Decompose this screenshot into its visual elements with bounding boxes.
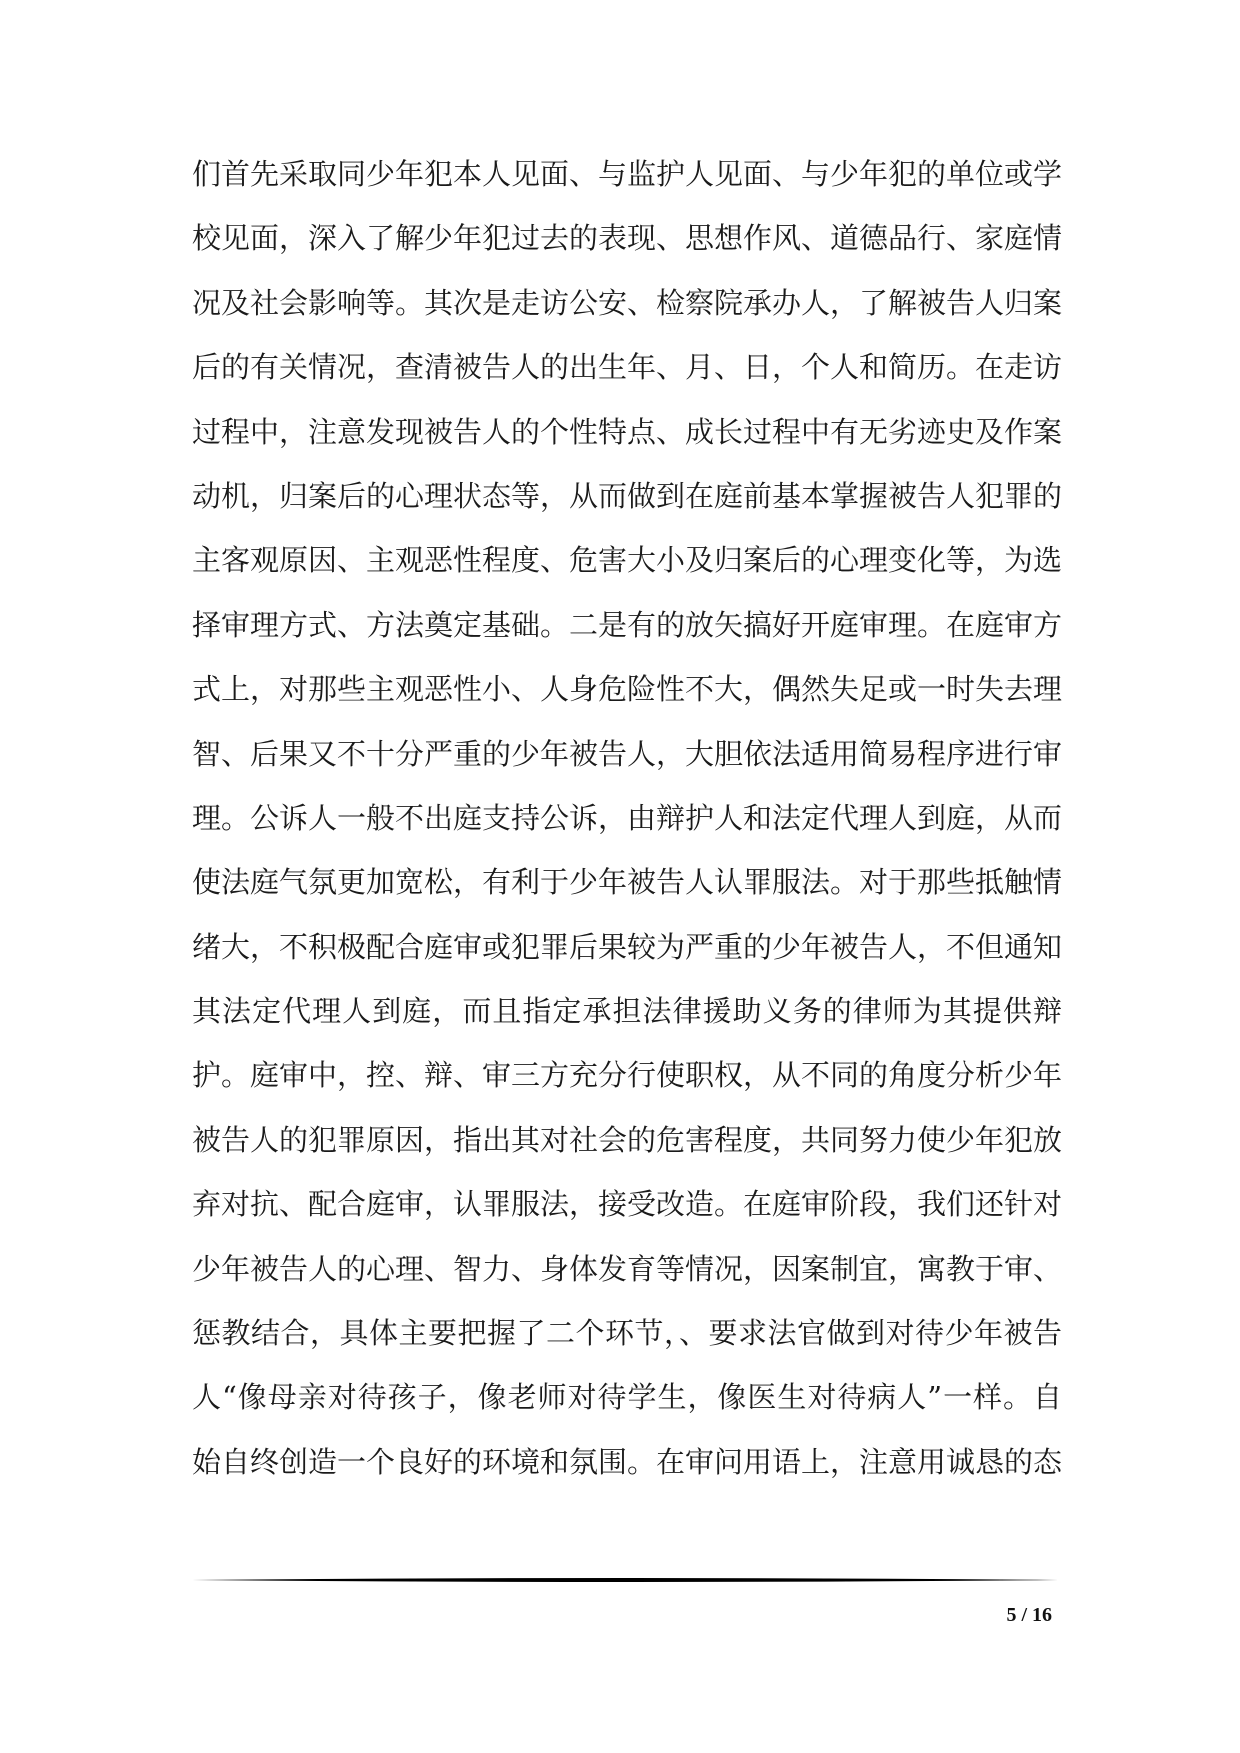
- text-line: 人“像母亲对待孩子，像老师对待学生，像医生对待病人”一样。自: [192, 1380, 1062, 1415]
- text-line: 况及社会影响等。其次是走访公安、检察院承办人，了解被告人归案: [192, 285, 1062, 320]
- text-line: 绪大，不积极配合庭审或犯罪后果较为严重的少年被告人，不但通知: [192, 929, 1062, 964]
- text-line: 被告人的犯罪原因，指出其对社会的危害程度，共同努力使少年犯放: [192, 1122, 1062, 1157]
- page-number: 5 / 16: [1006, 1604, 1052, 1626]
- text-line: 择审理方式、方法奠定基础。二是有的放矢搞好开庭审理。在庭审方: [192, 607, 1062, 642]
- text-line: 后的有关情况，查清被告人的出生年、月、日，个人和简历。在走访: [192, 350, 1062, 385]
- body-text: [192, 142, 1062, 1494]
- text-line: 其法定代理人到庭，而且指定承担法律援助义务的律师为其提供辩: [192, 994, 1062, 1029]
- text-line: 护。庭审中，控、辩、审三方充分行使职权，从不同的角度分析少年: [192, 1058, 1062, 1093]
- text-line: 校见面，深入了解少年犯过去的表现、思想作风、道德品行、家庭情: [192, 221, 1062, 256]
- text-line: 理。公诉人一般不出庭支持公诉，由辩护人和法定代理人到庭，从而: [192, 800, 1062, 835]
- text-line: 惩教结合，具体主要把握了二个环节，、要求法官做到对待少年被告: [192, 1316, 1062, 1351]
- text-line: 使法庭气氛更加宽松，有利于少年被告人认罪服法。对于那些抵触情: [192, 865, 1062, 900]
- text-line: 始自终创造一个良好的环境和氛围。在审问用语上，注意用诚恳的态: [192, 1444, 1062, 1479]
- text-line: 智、后果又不十分严重的少年被告人，大胆依法适用简易程序进行审: [192, 736, 1062, 771]
- text-line: 少年被告人的心理、智力、身体发育等情况，因案制宜，寓教于审、: [192, 1251, 1062, 1286]
- text-line: 们首先采取同少年犯本人见面、与监护人见面、与少年犯的单位或学: [192, 157, 1062, 191]
- text-line: 主客观原因、主观恶性程度、危害大小及归案后的心理变化等，为选: [192, 543, 1062, 578]
- text-line: 式上，对那些主观恶性小、人身危险性不大，偶然失足或一时失去理: [192, 672, 1062, 707]
- text-line: 过程中，注意发现被告人的个性特点、成长过程中有无劣迹史及作案: [192, 414, 1062, 449]
- footer-divider: [192, 1577, 1058, 1583]
- text-line: 弃对抗、配合庭审，认罪服法，接受改造。在庭审阶段，我们还针对: [192, 1187, 1062, 1222]
- text-line: 动机，归案后的心理状态等，从而做到在庭前基本掌握被告人犯罪的: [192, 478, 1062, 513]
